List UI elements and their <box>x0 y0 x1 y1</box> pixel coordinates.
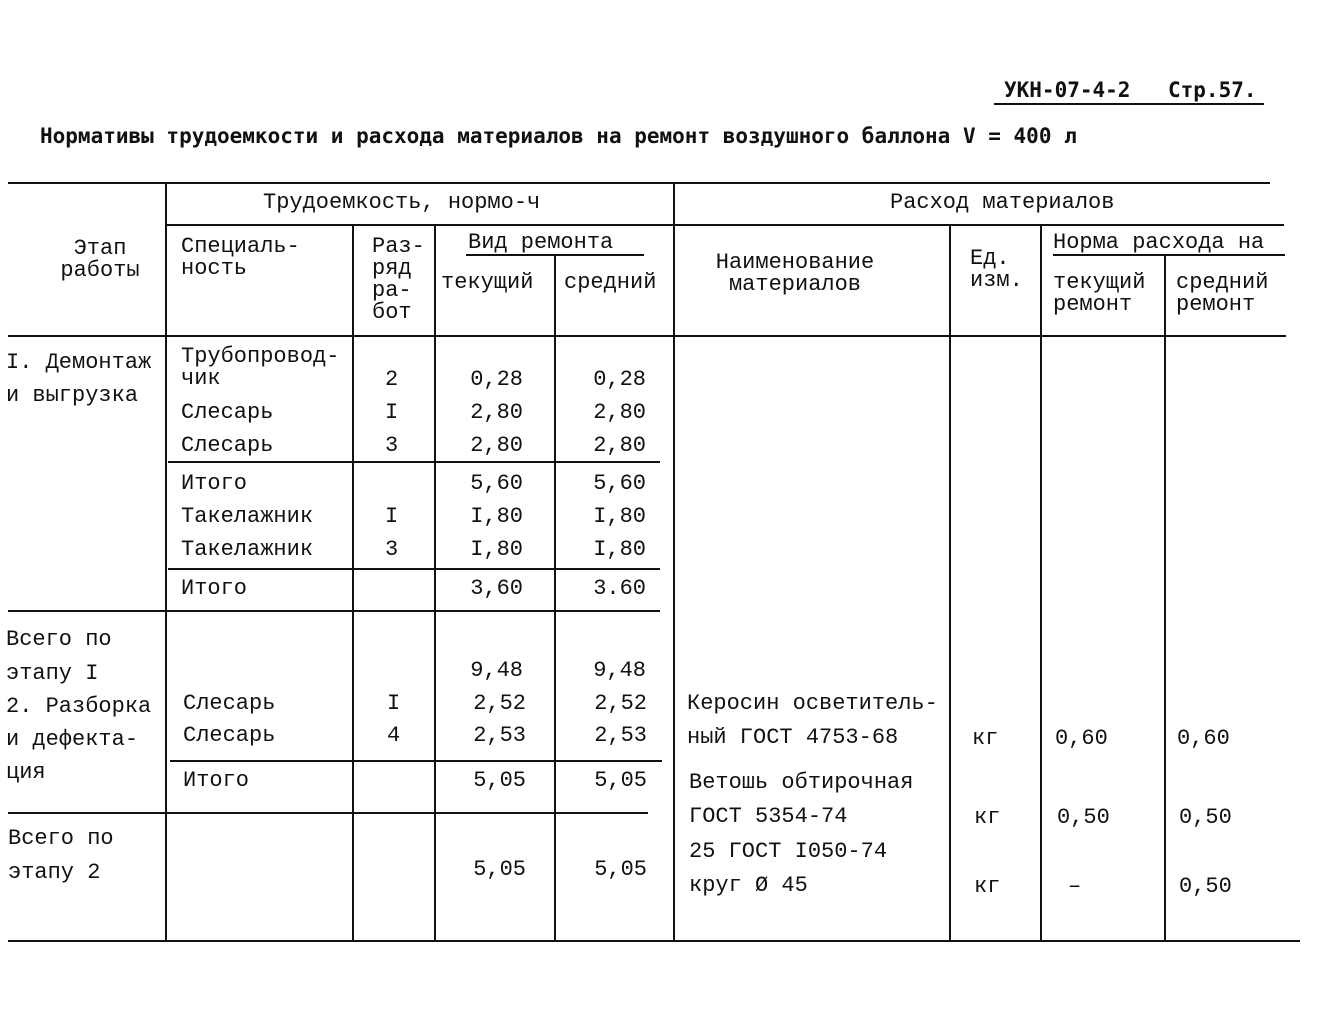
material-norm-current: 0,60 <box>1055 726 1108 751</box>
header-materials-group: Расход материалов <box>890 190 1115 215</box>
stage2-total-current: 5,05 <box>473 857 526 882</box>
material-name-line: 25 ГОСТ I050-74 <box>689 839 888 864</box>
table-row-medium: 2,53 <box>594 723 647 748</box>
table-row-grade: 4 <box>387 723 401 748</box>
table-row-current: 2,53 <box>473 723 526 748</box>
table-row-current: 2,80 <box>470 400 523 425</box>
subtotal-label: Итого <box>183 768 250 793</box>
stage2-subtotal-line <box>170 760 662 762</box>
header-labor-group: Трудоемкость, нормо-ч <box>263 190 541 215</box>
material-name-line: Ветошь обтирочная <box>689 770 914 795</box>
material-unit: кг <box>972 726 999 751</box>
material-name-line: ный ГОСТ 4753-68 <box>687 725 899 750</box>
header-repair-type: Вид ремонта <box>468 230 614 255</box>
header-stage: Этап работы <box>60 236 140 283</box>
col-divider-stage <box>165 182 167 942</box>
header-current: текущий <box>441 270 534 295</box>
material-unit: кг <box>974 805 1001 830</box>
stage2-total-medium: 5,05 <box>594 857 647 882</box>
material-norm-medium: 0,50 <box>1179 874 1232 899</box>
stage1-total-current: 9,48 <box>470 658 523 683</box>
header-underline <box>994 103 1264 105</box>
stage2-name: 2. Разборка и дефекта- ция <box>6 694 152 785</box>
table-row-grade: I <box>387 691 401 716</box>
stage1-total-medium: 9,48 <box>593 658 646 683</box>
material-name-line: Керосин осветитель- <box>687 691 938 716</box>
table-row-medium: 2,80 <box>593 400 646 425</box>
table-top-border <box>8 182 1270 184</box>
table-row-spec: Такелажник <box>181 537 314 562</box>
stage1-subtotal-line-1 <box>168 461 660 463</box>
document-code: УКН-07-4-2 <box>1004 78 1131 102</box>
table-row-spec: Трубопровод- чик <box>181 344 340 391</box>
subtotal-current: 5,05 <box>473 768 526 793</box>
subtotal-current: 3,60 <box>470 576 523 601</box>
table-row-spec: Слесарь <box>181 433 274 458</box>
header-specialty: Специаль- ность <box>181 234 300 281</box>
header-material-name: Наименование материалов <box>715 250 875 297</box>
header-divider <box>166 224 1284 226</box>
stage2-total-label: Всего по этапу 2 <box>8 826 114 885</box>
page-number: Стр.57. <box>1168 78 1257 102</box>
table-row-current: I,80 <box>470 504 523 529</box>
table-row-grade: 3 <box>385 537 399 562</box>
table-row-medium: 2,80 <box>593 433 646 458</box>
material-name-line: круг Ø 45 <box>689 873 808 898</box>
table-row-spec: Слесарь <box>183 691 276 716</box>
table-row-spec: Слесарь <box>181 400 274 425</box>
table-row-spec: Такелажник <box>181 504 314 529</box>
subtotal-label: Итого <box>181 471 248 496</box>
table-row-current: 0,28 <box>470 367 523 392</box>
material-norm-medium: 0,50 <box>1179 805 1232 830</box>
subtotal-medium: 5,60 <box>593 471 646 496</box>
table-row-grade: 2 <box>385 367 399 392</box>
subtotal-label: Итого <box>181 576 248 601</box>
table-row-current: 2,80 <box>470 433 523 458</box>
table-row-current: I,80 <box>470 537 523 562</box>
table-row-medium: I,80 <box>593 504 646 529</box>
stage1-name: I. Демонтаж и выгрузка <box>6 350 152 408</box>
col-divider-labor <box>673 182 675 942</box>
material-unit: кг <box>974 874 1001 899</box>
material-norm-current: – <box>1068 874 1082 899</box>
header-medium: средний <box>564 270 657 295</box>
stage2-end-line <box>8 812 648 814</box>
page-title <box>40 124 1077 148</box>
material-norm-medium: 0,60 <box>1177 726 1230 751</box>
title-text: Нормативы трудоемкости и расхода материалов на ремонт воздушного баллона <box>40 124 951 148</box>
subtotal-medium: 5,05 <box>594 768 647 793</box>
table-row-medium: I,80 <box>593 537 646 562</box>
header-medium-repair: средний ремонт <box>1176 270 1269 317</box>
col-divider-unit <box>1040 224 1042 942</box>
title-volume: V = 400 л <box>962 124 1077 148</box>
col-divider-specialty <box>352 224 354 942</box>
table-row-grade: I <box>385 400 399 425</box>
table-row-current: 2,52 <box>473 691 526 716</box>
stage1-subtotal-line-2 <box>168 568 660 570</box>
table-row-medium: 0,28 <box>593 367 646 392</box>
header-current-repair: текущий ремонт <box>1053 270 1146 317</box>
table-row-grade: I <box>385 504 399 529</box>
material-norm-current: 0,50 <box>1057 805 1110 830</box>
header-norm: Норма расхода на <box>1053 230 1265 255</box>
table-row-medium: 2,52 <box>594 691 647 716</box>
col-divider-material <box>949 224 951 942</box>
header-bottom-border <box>8 335 1286 337</box>
header-grade: Раз- ряд ра- бот <box>372 234 425 325</box>
table-row-grade: 3 <box>385 433 399 458</box>
stage1-total-label: Всего по этапу I <box>6 627 112 686</box>
col-divider-grade <box>434 224 436 942</box>
header-unit: Ед. изм. <box>970 246 1023 293</box>
col-divider-current <box>554 254 556 942</box>
col-divider-norm <box>1164 254 1166 942</box>
stage1-end-line <box>8 610 660 612</box>
table-bottom-border <box>8 940 1300 942</box>
material-name-line: ГОСТ 5354-74 <box>689 804 848 829</box>
table-row-spec: Слесарь <box>183 723 276 748</box>
subtotal-medium: 3.60 <box>593 576 646 601</box>
subtotal-current: 5,60 <box>470 471 523 496</box>
